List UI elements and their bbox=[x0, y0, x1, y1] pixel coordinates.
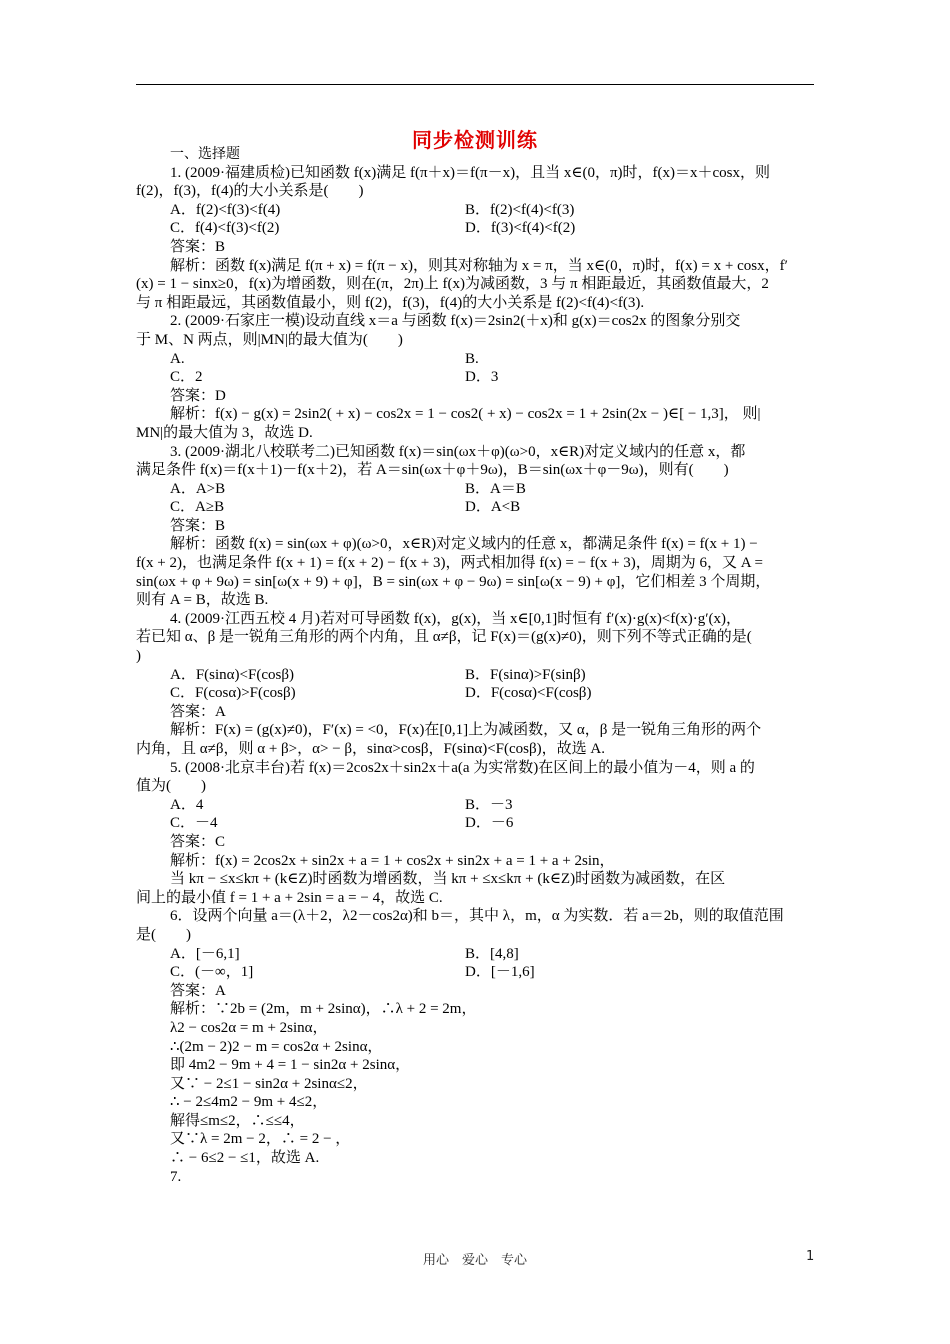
text-line: 解析：F(x) = (g(x)≠0)，F′(x) = <0，F(x)在[0,1]上为减函数，又 α，β 是一锐角三角形的两个 bbox=[170, 722, 762, 739]
text-line: 2. (2009·石家庄一模)设动直线 x＝a 与函数 f(x)＝2sin2(＋x)和 g(x)＝cos2x 的图象分别交 bbox=[170, 313, 741, 330]
text-line: 又∵ − 2≤1 − sin2α + 2sinα≤2， bbox=[170, 1075, 368, 1092]
text-line: ∴(2m − 2)2 − m = cos2α + 2sinα， bbox=[170, 1038, 383, 1055]
text-line: 即 4m2 − 9m + 4 = 1 − sin2α + 2sinα， bbox=[170, 1057, 411, 1074]
text-line: 答案：B bbox=[170, 238, 226, 255]
text-line: (x) = 1 − sinx≥0，f(x)为增函数，则在(π，2π)上 f(x)为减函数，3 与 π 相距最近，其函数值最大，2 bbox=[136, 276, 769, 293]
option-row bbox=[136, 368, 816, 387]
option-left: A. bbox=[170, 350, 185, 367]
option-right: D．[－1,6] bbox=[465, 964, 535, 981]
option-right: B．F(sinα)>F(sinβ) bbox=[465, 666, 586, 683]
text-line: 则有 A = B，故选 B. bbox=[136, 592, 269, 609]
text-line: 满足条件 f(x)＝f(x＋1)－f(x＋2)，若 A＝sin(ωx＋φ＋9ω)，B＝sin(ωx＋φ－9ω)，则有( ) bbox=[136, 462, 729, 479]
text-line: 间上的最小值 f = 1 + a + 2sin = a = − 4，故选 C. bbox=[136, 889, 443, 906]
option-right: B．－3 bbox=[465, 796, 513, 813]
text-line: 答案：C bbox=[170, 833, 226, 850]
option-right: D．－6 bbox=[465, 815, 514, 832]
text-line: 当 kπ − ≤x≤kπ + (k∈Z)时函数为增函数，当 kπ + ≤x≤kπ + (k∈Z)时函数为减函数，在区 bbox=[170, 871, 726, 888]
option-left: C．2 bbox=[170, 369, 203, 386]
text-line: 于 M、N 两点，则|MN|的最大值为( ) bbox=[136, 331, 403, 348]
text-line: 若已知 α、β 是一锐角三角形的两个内角，且 α≠β，记 F(x)＝(g(x)≠0)，则下列不等式正确的是( bbox=[136, 629, 752, 646]
option-left: A．[－6,1] bbox=[170, 945, 240, 962]
text-line: 解析：∵2b = (2m，m + 2sinα)，∴λ + 2 = 2m， bbox=[170, 1001, 477, 1018]
option-row bbox=[136, 684, 816, 703]
text-line: 6．设两个向量 a＝(λ＋2，λ2－cos2α)和 b＝，其中 λ，m，α 为实数．若 a＝2b，则的取值范围 bbox=[170, 908, 784, 925]
page-title: 同步检测训练 bbox=[412, 128, 538, 152]
option-right: B．A＝B bbox=[465, 480, 526, 497]
option-right: B. bbox=[465, 350, 479, 367]
text-line: λ2 − cos2α = m + 2sinα， bbox=[170, 1019, 328, 1036]
text-line: ∴ − 6≤2 − ≤1，故选 A. bbox=[170, 1150, 320, 1167]
option-row bbox=[136, 814, 816, 833]
text-line: 解析：f(x) − g(x) = 2sin2( + x) − cos2x = 1 − cos2( + x) − cos2x = 1 + 2sin(2x − )∈[ − 1,3]， 则| bbox=[170, 406, 761, 423]
text-line: sin(ωx + φ + 9ω) = sin[ω(x + 9) + φ]，B = sin(ωx + φ − 9ω) = sin[ω(x − 9) + φ]，它们相差 3 个周期， bbox=[136, 573, 771, 590]
section-heading: 一、选择题 bbox=[170, 146, 240, 162]
text-line: 与 π 相距最远，其函数值最小，则 f(2)，f(3)，f(4)的大小关系是 f(2)<f(4)<f(3). bbox=[136, 294, 645, 311]
option-right: D．3 bbox=[465, 369, 499, 386]
option-left: A．4 bbox=[170, 796, 204, 813]
text-line: 又∵λ = 2m − 2，∴ = 2 − ， bbox=[170, 1131, 351, 1148]
text-line: 3. (2009·湖北八校联考二)已知函数 f(x)＝sin(ωx＋φ)(ω>0，x∈R)对定义域内的任意 x，都 bbox=[170, 443, 746, 460]
option-row bbox=[136, 201, 816, 220]
option-row bbox=[136, 480, 816, 499]
text-line: 解得≤m≤2，∴≤≤4， bbox=[170, 1112, 305, 1129]
text-line: 是( ) bbox=[136, 926, 191, 943]
text-line: 值为( ) bbox=[136, 778, 206, 795]
option-row bbox=[136, 219, 816, 238]
text-line: 1. (2009·福建质检)已知函数 f(x)满足 f(π＋x)＝f(π－x)，且当 x∈(0，π)时，f(x)＝x＋cosx，则 bbox=[170, 164, 770, 181]
option-right: D．F(cosα)<F(cosβ) bbox=[465, 685, 592, 702]
text-line: 答案：D bbox=[170, 387, 226, 404]
option-row bbox=[136, 498, 816, 517]
text-line: f(x + 2)，也满足条件 f(x + 1) = f(x + 2) − f(x + 3)，两式相加得 f(x) = − f(x + 3)，周期为 6，又 A = bbox=[136, 555, 764, 572]
text-line: ∴ − 2≤4m2 − 9m + 4≤2， bbox=[170, 1094, 328, 1111]
text-line: 解析：f(x) = 2cos2x + sin2x + a = 1 + cos2x + sin2x + a = 1 + a + 2sin， bbox=[170, 852, 615, 869]
text-line: 答案：A bbox=[170, 703, 226, 720]
footer-motto: 用心 爱心 专心 bbox=[422, 1253, 527, 1268]
option-row bbox=[136, 350, 816, 369]
option-left: C．－4 bbox=[170, 815, 218, 832]
text-line: f(2)，f(3)，f(4)的大小关系是( ) bbox=[136, 183, 364, 200]
text-line: 答案：B bbox=[170, 517, 226, 534]
option-row bbox=[136, 963, 816, 982]
option-left: C．A≥B bbox=[170, 499, 225, 516]
text-line: 7. bbox=[170, 1168, 182, 1185]
option-left: C．(－∞，1] bbox=[170, 964, 254, 981]
option-row bbox=[136, 945, 816, 964]
text-line: MN|的最大值为 3，故选 D. bbox=[136, 424, 313, 441]
option-left: C．F(cosα)>F(cosβ) bbox=[170, 685, 296, 702]
text-line: 解析：函数 f(x)满足 f(π + x) = f(π − x)，则其对称轴为 x = π，当 x∈(0，π)时，f(x) = x + cosx，f′ bbox=[170, 257, 788, 274]
option-right: B．[4,8] bbox=[465, 945, 519, 962]
text-line: 答案：A bbox=[170, 982, 226, 999]
option-left: A．A>B bbox=[170, 480, 226, 497]
text-line: ) bbox=[136, 648, 141, 665]
question-lines bbox=[136, 164, 816, 1187]
text-line: 内角，且 α≠β，则 α + β>，α> − β，sinα>cosβ，F(sinα)<F(cosβ)，故选 A. bbox=[136, 741, 605, 757]
document-body bbox=[136, 145, 816, 1186]
text-line: 5. (2008·北京丰台)若 f(x)＝2cos2x＋sin2x＋a(a 为实常数)在区间上的最小值为－4，则 a 的 bbox=[170, 759, 755, 776]
page-number: 1 bbox=[806, 1249, 815, 1264]
text-line: 解析：函数 f(x) = sin(ωx + φ)(ω>0，x∈R)对定义域内的任意 x，都满足条件 f(x) = f(x + 1) − bbox=[170, 536, 758, 553]
option-left: C．f(4)<f(3)<f(2) bbox=[170, 220, 280, 237]
option-right: D．A<B bbox=[465, 499, 521, 516]
option-right: B．f(2)<f(4)<f(3) bbox=[465, 201, 575, 218]
option-right: D．f(3)<f(4)<f(2) bbox=[465, 220, 576, 237]
option-left: A．f(2)<f(3)<f(4) bbox=[170, 201, 281, 218]
option-row bbox=[136, 796, 816, 815]
header-rule bbox=[136, 84, 814, 85]
option-row bbox=[136, 666, 816, 685]
option-left: A．F(sinα)<F(cosβ) bbox=[170, 666, 294, 683]
text-line: 4. (2009·江西五校 4 月)若对可导函数 f(x)，g(x)，当 x∈[0,1]时恒有 f′(x)·g(x)<f(x)·g′(x)， bbox=[170, 610, 742, 627]
